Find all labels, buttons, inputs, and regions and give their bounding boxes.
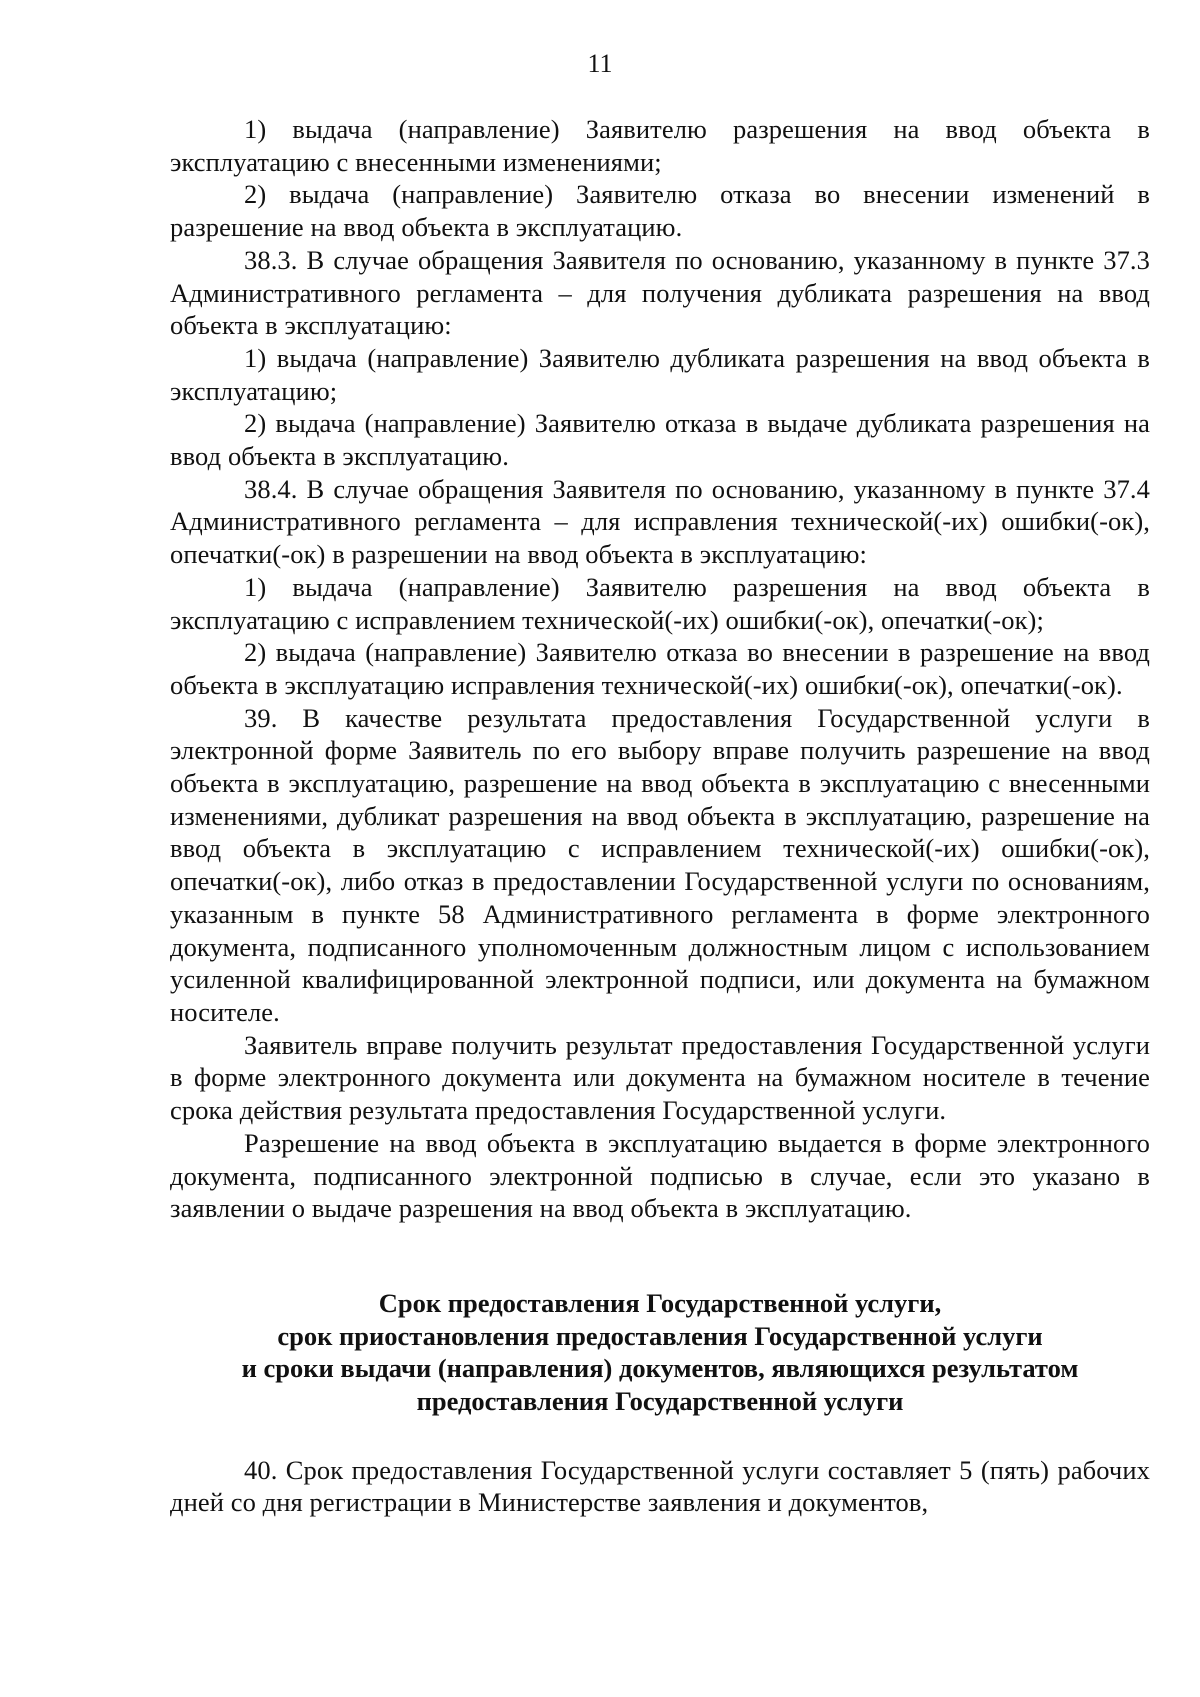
page-number: 11 (587, 49, 613, 78)
paragraph-item-1: 1) выдача (направление) Заявителю разрешения на ввод объекта в эксплуатацию с внесенными изменениями; (170, 114, 1150, 177)
paragraph-result-form: Заявитель вправе получить результат предоставления Государственной услуги в форме электронного документа или документа на бумажном носителе в течение срока действия результата предоставления Государственной услуги. (170, 1029, 1150, 1126)
paragraph-39: 39. В качестве результата предоставления Государственной услуги в электронной форме Заявитель по его выбору вправе получить разрешение на ввод объекта в эксплуатацию, разрешение на ввод объекта в эксплуатацию с внесенными изменениями, дубликат разрешения на ввод объекта в эксплуатацию, разрешение на ввод объекта в эксплуатацию с исправлением технической(-их) ошибки(-ок), опечатки(-ок), либо отказ в предоставлении Государственной услуги по основаниям, указанным в пункте 58 Административного регламента в форме электронного документа, подписанного уполномоченным должностным лицом с использованием усиленной квалифицированной электронной подписи, или документа на бумажном носителе. (170, 702, 1150, 1027)
heading-line: предоставления Государственной услуги (416, 1386, 904, 1417)
heading-line: Срок предоставления Государственной услуги, (378, 1287, 942, 1318)
paragraph-item-1-duplicate: 1) выдача (направление) Заявителю дубликата разрешения на ввод объекта в эксплуатацию; (170, 342, 1150, 406)
document-body (170, 113, 1150, 1519)
paragraph-38-4: 38.4. В случае обращения Заявителя по основанию, указанному в пункте 37.4 Административного регламента – для исправления технической(-их) ошибки(-ок), опечатки(-ок) в разрешении на ввод объекта в эксплуатацию: (170, 473, 1150, 570)
paragraph-item-1-correction: 1) выдача (направление) Заявителю разрешения на ввод объекта в эксплуатацию с исправлением технической(-их) ошибки(-ок), опечатки(-ок); (170, 571, 1150, 635)
paragraph-38-3: 38.3. В случае обращения Заявителя по основанию, указанному в пункте 37.3 Административного регламента – для получения дубликата разрешения на ввод объекта в эксплуатацию: (170, 244, 1150, 341)
paragraph-40: 40. Срок предоставления Государственной услуги составляет 5 (пять) рабочих дней со дня регистрации в Министерстве заявления и документов, (170, 1454, 1150, 1518)
paragraph-item-2-correction: 2) выдача (направление) Заявителю отказа во внесении в разрешение на ввод объекта в эксплуатацию исправления технической(-их) ошибки(-ок), опечатки(-ок). (170, 637, 1150, 700)
heading-line: и сроки выдачи (направления) документов, являющихся результатом (241, 1353, 1079, 1384)
paragraph-item-2: 2) выдача (направление) Заявителю отказа во внесении изменений в разрешение на ввод объекта в эксплуатацию. (170, 179, 1150, 243)
heading-line: срок приостановления предоставления Государственной услуги (277, 1320, 1043, 1351)
paragraph-electronic-signature: Разрешение на ввод объекта в эксплуатацию выдается в форме электронного документа, подписанного электронной подписью в случае, если это указано в заявлении о выдаче разрешения на ввод объекта в эксплуатацию. (170, 1127, 1150, 1224)
paragraph-item-2-duplicate: 2) выдача (направление) Заявителю отказа в выдаче дубликата разрешения на ввод объекта в эксплуатацию. (170, 408, 1150, 472)
section-heading (170, 1287, 1150, 1418)
